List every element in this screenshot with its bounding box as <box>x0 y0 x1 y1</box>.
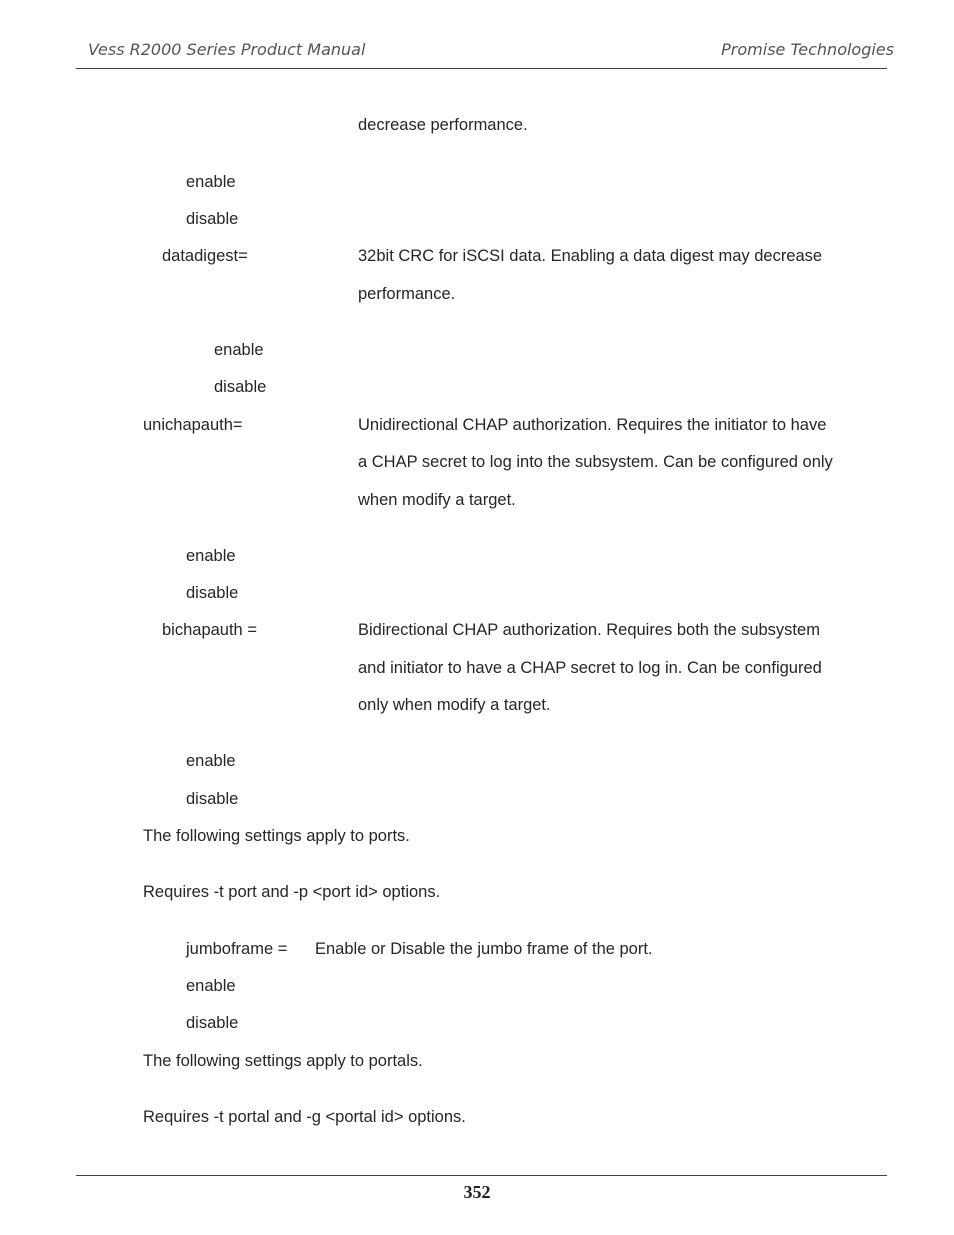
ports-intro: The following settings apply to ports. <box>143 827 410 845</box>
portals-requires: Requires -t portal and -g <portal id> options. <box>143 1108 466 1126</box>
hdigest-description-continued: decrease performance. <box>358 116 528 134</box>
bichapauth-term: bichapauth = <box>162 621 257 639</box>
hdigest-option-enable: enable <box>186 173 236 191</box>
jumboframe-option-enable: enable <box>186 977 236 995</box>
bichapauth-option-enable: enable <box>186 752 236 770</box>
datadigest-option-enable: enable <box>214 341 264 359</box>
unichapauth-option-disable: disable <box>186 584 239 602</box>
unichapauth-description-line2: a CHAP secret to log into the subsystem. Can be configured only <box>358 453 833 471</box>
header-rule <box>76 68 887 69</box>
datadigest-description-line1: 32bit CRC for iSCSI data. Enabling a data digest may decrease <box>358 247 823 265</box>
jumboframe-option-disable: disable <box>186 1014 239 1032</box>
unichapauth-description-line3: when modify a target. <box>358 491 516 509</box>
portals-intro: The following settings apply to portals. <box>143 1052 423 1070</box>
bichapauth-description-line2: and initiator to have a CHAP secret to log in. Can be configured <box>358 659 822 677</box>
bichapauth-option-disable: disable <box>186 790 239 808</box>
bichapauth-description-line3: only when modify a target. <box>358 696 551 714</box>
footer-rule <box>76 1175 887 1176</box>
running-header-title: Vess R2000 Series Product Manual <box>88 40 366 59</box>
jumboframe-term: jumboframe = <box>186 940 288 958</box>
datadigest-term: datadigest= <box>162 247 248 265</box>
ports-requires: Requires -t port and -p <port id> options. <box>143 883 441 901</box>
page-number: 352 <box>463 1182 491 1202</box>
unichapauth-option-enable: enable <box>186 547 236 565</box>
jumboframe-description: Enable or Disable the jumbo frame of the port. <box>315 940 653 958</box>
hdigest-option-disable: disable <box>186 210 239 228</box>
bichapauth-description-line1: Bidirectional CHAP authorization. Requires both the subsystem <box>358 621 820 639</box>
unichapauth-description-line1: Unidirectional CHAP authorization. Requires the initiator to have <box>358 416 827 434</box>
datadigest-option-disable: disable <box>214 378 267 396</box>
running-header-company: Promise Technologies <box>721 40 894 59</box>
datadigest-description-line2: performance. <box>358 285 456 303</box>
unichapauth-term: unichapauth= <box>143 416 243 434</box>
